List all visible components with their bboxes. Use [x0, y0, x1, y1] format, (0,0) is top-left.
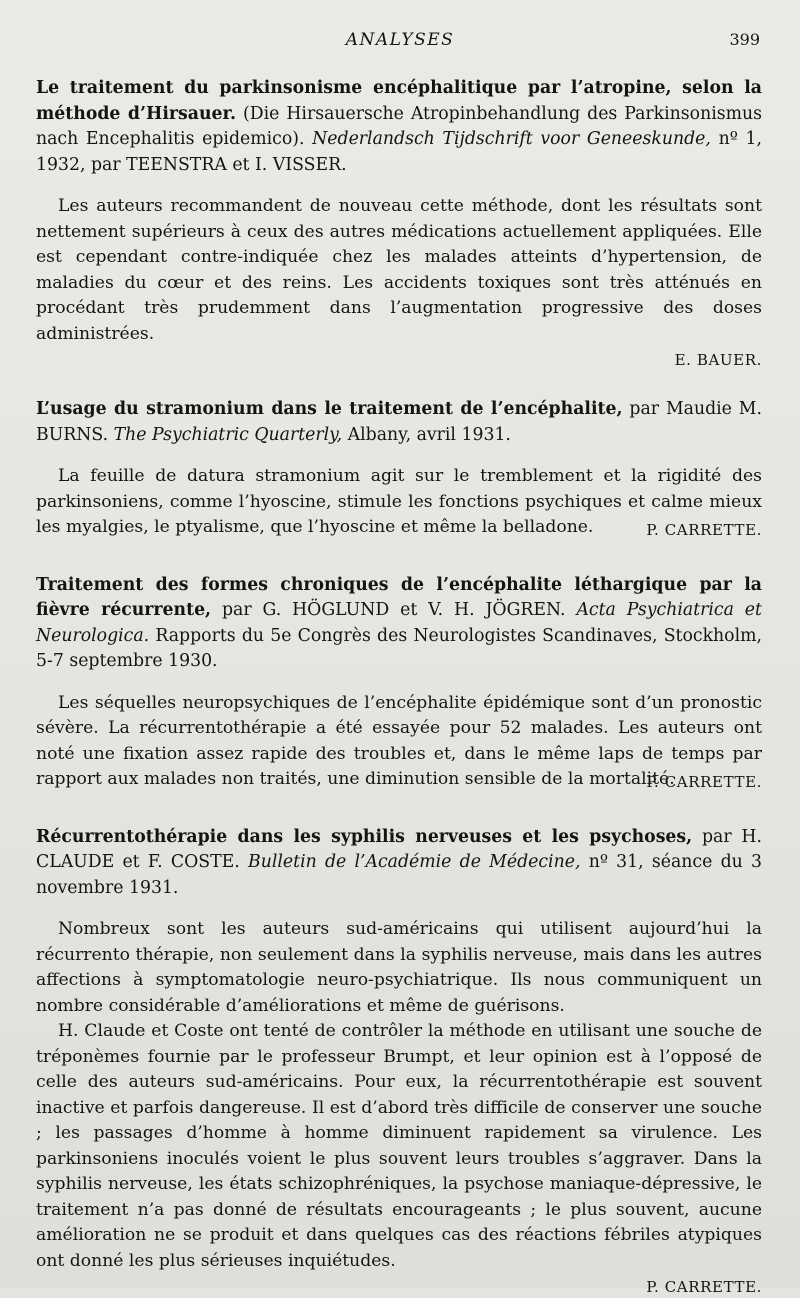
article-byline: par H. CLAUDE et F. COSTE.	[36, 827, 762, 873]
article-title: Récurrentothérapie dans les syphilis nerveuses et les psychoses,	[36, 827, 692, 847]
article-paragraph: Les séquelles neuropsychiques de l’encéphalite épidémique sont d’un pronostic sévère. La récurrentothérapie a été essayée pour 52 malades. Les auteurs ont noté une fixation assez rapide des troubles et, dans le même laps de temps par rapport aux malades non traités, une diminution sensible de la mortalité.	[36, 691, 762, 793]
article-citation: Albany, avril 1931.	[348, 425, 511, 445]
page-number: 399	[729, 30, 760, 49]
article-stramonium	[36, 397, 762, 541]
article-atropine	[36, 76, 762, 371]
article-author: P. CARRETTE.	[36, 771, 762, 793]
article-title: Traitement des formes chroniques de l’encéphalite léthargique par la fièvre récurrente,	[36, 575, 762, 621]
article-heading	[36, 825, 762, 902]
article-journal: Nederlandsch Tijdschrift voor Geneeskunde,	[312, 129, 711, 149]
article-paragraph: La feuille de datura stramonium agit sur le tremblement et la rigidité des parkinsoniens, comme l’hyoscine, stimule les fonctions psychiques et calme mieux les myalgies, le ptyalisme, que l’hyoscine et même la belladone.	[36, 464, 762, 541]
article-citation: Rapports du 5e Congrès des Neurologistes Scandinaves, Stockholm, 5-7 septembre 1930.	[36, 626, 762, 672]
article-paragraph: Les auteurs recommandent de nouveau cette méthode, dont les résultats sont nettement supérieurs à ceux des autres médications actuellement appliquées. Elle est cependant contre-indiquée chez les malades atteints d’hypertension, de maladies du cœur et des reins. Les accidents toxiques sont très atténués en procédant très prudemment dans l’augmentation progressive des doses administrées.	[36, 194, 762, 347]
article-author: P. CARRETTE.	[36, 519, 762, 541]
article-heading	[36, 76, 762, 178]
article-title: Le traitement du parkinsonisme encéphalitique par l’atropine, selon la méthode d’Hirsauer.	[36, 78, 762, 124]
article-journal: Acta Psychiatrica et Neurologica.	[36, 600, 762, 646]
article-original-title: (Die Hirsauersche Atropinbehandlung des Parkinsonismus nach Encephalitis epidemico).	[36, 104, 762, 150]
article-journal: The Psychiatric Quarterly,	[114, 425, 343, 445]
article-heading	[36, 573, 762, 675]
article-paragraph: Nombreux sont les auteurs sud-américains qui utilisent aujourd’hui la récurrento thérapie, non seulement dans la syphilis nerveuse, mais dans les autres affections à symptomatologie neuro-psychiatrique. Ils nous communiquent un nombre considérable d’améliorations et même de guérisons.	[36, 917, 762, 1019]
article-citation: nº 1, 1932, par TEENSTRA et I. VISSER.	[36, 129, 762, 175]
article-title: L’usage du stramonium dans le traitement de l’encéphalite,	[36, 399, 623, 419]
article-hoglund	[36, 573, 762, 793]
article-byline: par Maudie M. BURNS.	[36, 399, 762, 445]
article-heading	[36, 397, 762, 448]
body-text	[36, 76, 762, 1298]
article-author: P. CARRETTE.	[36, 1276, 762, 1298]
article-citation: nº 31, séance du 3 novembre 1931.	[36, 852, 762, 898]
article-claude-coste	[36, 825, 762, 1298]
running-head	[0, 30, 800, 56]
article-paragraph: H. Claude et Coste ont tenté de contrôler la méthode en utilisant une souche de tréponèmes fournie par le professeur Brumpt, et leur opinion est à l’opposé de celle des auteurs sud-américains. Pour eux, la récurrentothérapie est souvent inactive et parfois dangereuse. Il est d’abord très difficile de conserver une souche ; les passages d’homme à homme diminuent rapidement sa virulence. Les parkinsoniens inoculés voient le plus souvent leurs troubles s’aggraver. Dans la syphilis nerveuse, les états schizophréniques, la psychose maniaque-dépressive, le traitement n’a pas donné de résultats encourageants ; le plus souvent, aucune amélioration ne se produit et dans quelques cas des réactions fébriles atypiques ont donné les plus sérieuses inquiétudes.	[36, 1019, 762, 1274]
article-journal: Bulletin de l’Académie de Médecine,	[248, 852, 580, 872]
running-title: ANALYSES	[0, 30, 800, 50]
article-author: E. BAUER.	[36, 349, 762, 371]
article-byline: par G. HÖGLUND et V. H. JÖGREN.	[222, 600, 566, 620]
